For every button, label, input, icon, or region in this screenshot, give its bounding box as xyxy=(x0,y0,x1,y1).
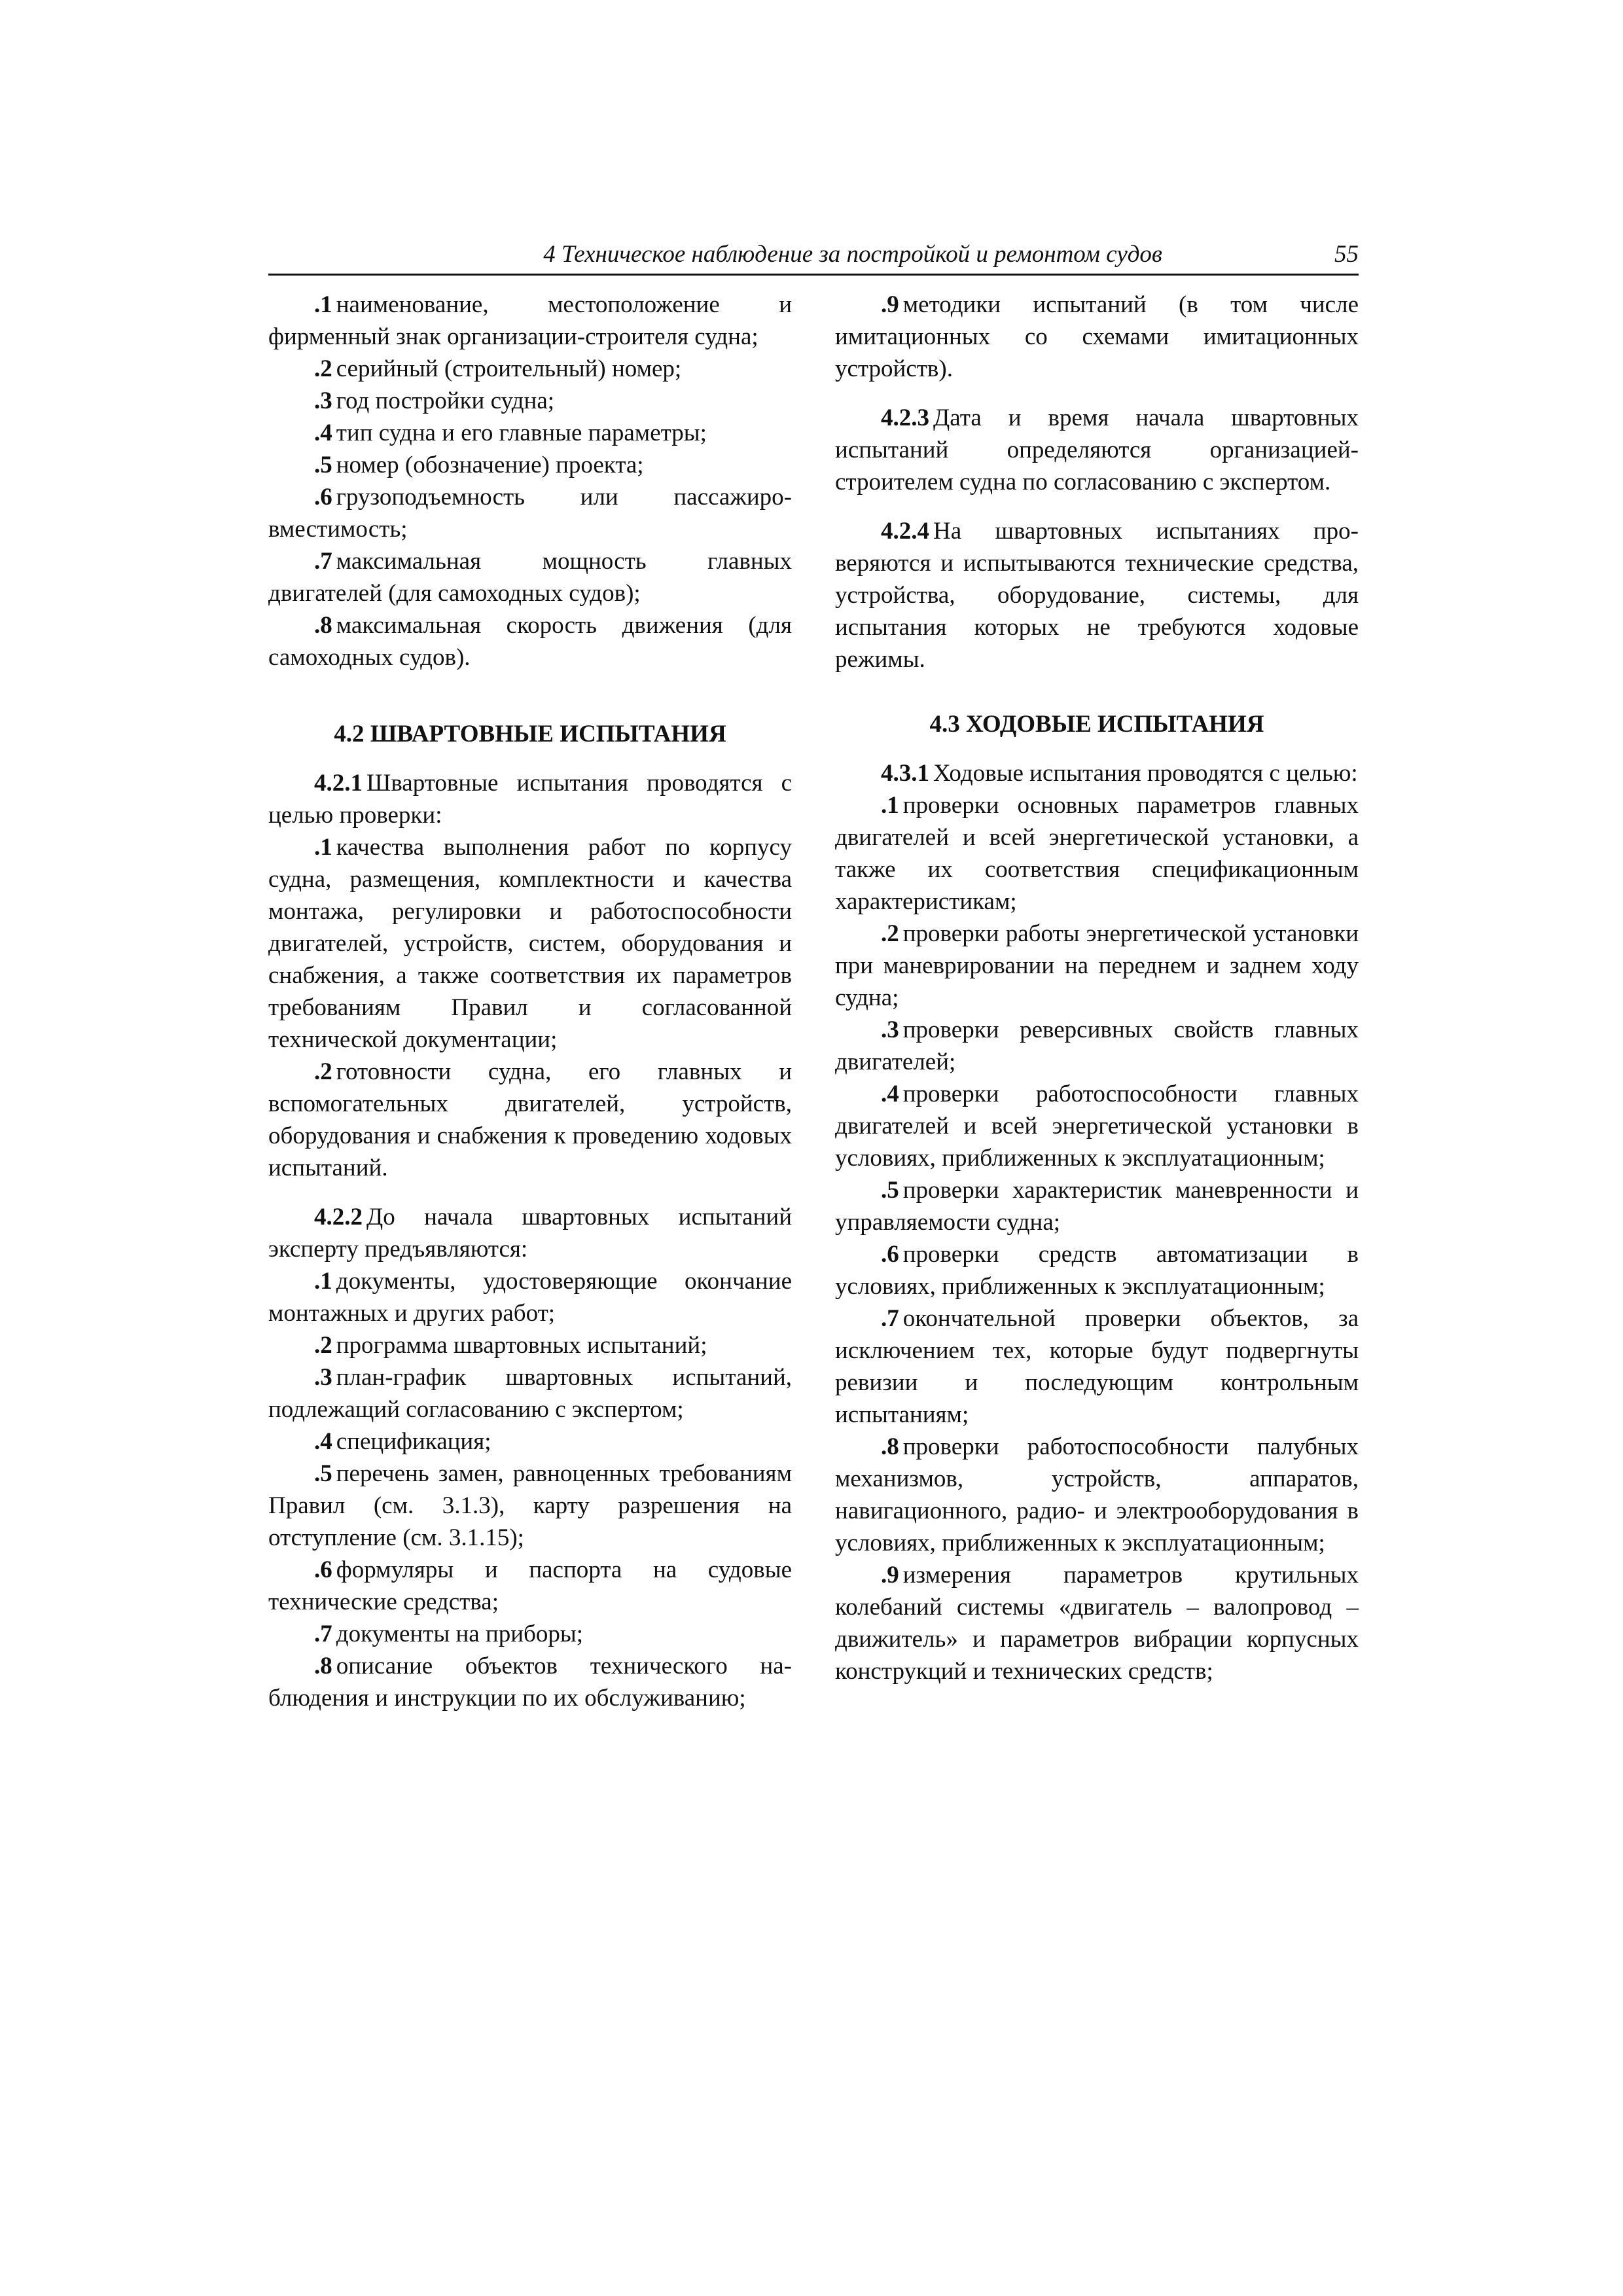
clause-number: 4.3.1 xyxy=(881,760,929,787)
list-item xyxy=(835,1302,1359,1431)
item-number: .6 xyxy=(314,484,332,511)
list-item xyxy=(268,1618,792,1650)
text-columns xyxy=(268,289,1359,1714)
list-item xyxy=(835,1014,1359,1078)
list-item xyxy=(268,289,792,353)
list-item xyxy=(268,449,792,481)
paragraph-text: грузоподъемность или пассажировместимость; xyxy=(268,484,792,543)
clause-paragraph xyxy=(835,757,1359,789)
list-item xyxy=(268,1361,792,1426)
list-item xyxy=(835,1238,1359,1302)
list-item xyxy=(835,789,1359,918)
paragraph-text: Дата и время начала швартовных испытаний определяются организацией-строителем судна по согласованию с экспертом. xyxy=(835,404,1359,495)
item-number: .7 xyxy=(881,1305,899,1332)
section-heading: 4.2 ШВАРТОВНЫЕ ИСПЫТАНИЯ xyxy=(334,721,726,747)
item-number: .2 xyxy=(881,920,899,947)
list-item xyxy=(268,1554,792,1618)
item-number: .1 xyxy=(881,792,899,819)
list-item xyxy=(268,1458,792,1554)
clause-number: 4.2.4 xyxy=(881,518,929,545)
list-item xyxy=(268,545,792,609)
item-number: .4 xyxy=(881,1081,899,1107)
list-item xyxy=(268,417,792,449)
item-number: .1 xyxy=(314,834,332,861)
item-number: .3 xyxy=(314,1364,332,1391)
item-number: .5 xyxy=(314,1460,332,1487)
clause-paragraph xyxy=(835,515,1359,675)
page-number: 55 xyxy=(1334,241,1359,268)
item-number: .8 xyxy=(314,612,332,639)
paragraph-text: окончательной проверки объектов, за исключением тех, которые будут подвергнуты ревизии и последующим контрольным испытаниям; xyxy=(835,1305,1359,1428)
clause-number: 4.2.1 xyxy=(314,770,363,797)
list-item xyxy=(268,1265,792,1329)
item-number: .1 xyxy=(314,291,332,318)
list-item xyxy=(268,1056,792,1184)
paragraph-text: описание объектов технического наблюдения и инструкции по их обслуживанию; xyxy=(268,1653,792,1712)
paragraph-text: Ходовые испытания проводятся с целью: xyxy=(933,760,1358,787)
paragraph-text: максимальная скорость движения (для самоходных судов). xyxy=(268,612,792,671)
paragraph-text: проверки основных параметров главных двигателей и всей энергетической установки, а также их соответствия спецификационным характеристикам; xyxy=(835,792,1359,915)
paragraph-text: максимальная мощность главных двигателей (для самоходных судов); xyxy=(268,548,792,607)
paragraph-text: проверки реверсивных свойств главных двигателей; xyxy=(835,1016,1359,1075)
item-number: .2 xyxy=(314,1058,332,1085)
item-number: .1 xyxy=(314,1268,332,1295)
paragraph-text: план-график швартовных испытаний, подлежащий согласованию с экспертом; xyxy=(268,1364,792,1423)
paragraph-text: формуляры и паспорта на судовые технические средства; xyxy=(268,1556,792,1615)
document-page xyxy=(268,236,1359,1714)
list-item xyxy=(268,1426,792,1458)
paragraph-text: Швартовные испытания проводятся с целью проверки: xyxy=(268,770,792,829)
clause-paragraph xyxy=(835,402,1359,498)
list-item xyxy=(268,609,792,673)
item-number: .2 xyxy=(314,1332,332,1359)
clause-number: 4.2.2 xyxy=(314,1204,363,1230)
paragraph-text: документы, удостоверяющие окончание монтажных и других работ; xyxy=(268,1268,792,1327)
paragraph-text: спецификация; xyxy=(336,1428,491,1455)
paragraph-text: проверки работы энергетической установки при маневрировании на переднем и заднем ходу судна; xyxy=(835,920,1359,1011)
list-item xyxy=(835,1431,1359,1559)
list-item xyxy=(268,385,792,417)
list-item xyxy=(268,481,792,545)
paragraph-text: проверки средств автоматизации в условиях, приближенных к эксплуатационным; xyxy=(835,1241,1359,1300)
item-number: .6 xyxy=(881,1241,899,1268)
item-number: .5 xyxy=(314,452,332,478)
item-number: .3 xyxy=(314,387,332,414)
paragraph-text: проверки работоспособности палубных механизмов, устройств, аппаратов, навигационного, радио- и электрооборудования в условиях, приближенных к эксплуатационным; xyxy=(835,1433,1359,1556)
list-item xyxy=(268,1329,792,1361)
paragraph-text: документы на приборы; xyxy=(336,1621,583,1647)
item-number: .3 xyxy=(881,1016,899,1043)
paragraph-text: проверки работоспособности главных двигателей и всей энергетической установки в условиях, приближенных к эксплуатационным; xyxy=(835,1081,1359,1172)
item-number: .7 xyxy=(314,1621,332,1647)
header-title: 4 Техническое наблюдение за постройкой и ремонтом судов xyxy=(543,241,1162,268)
paragraph-text: качества выполнения работ по корпусу судна, размещения, комплектности и качества монтажа, регулировки и работоспособности двигателей, устройств, систем, оборудования и снабжения, а также соответствия их параметров требованиям Правил и согласованной технической документации; xyxy=(268,834,792,1053)
item-number: .7 xyxy=(314,548,332,575)
right-column xyxy=(835,289,1359,1714)
paragraph-text: методики испытаний (в том числе имитационных со схемами имитационных устройств). xyxy=(835,291,1359,382)
item-number: .9 xyxy=(881,1562,899,1588)
paragraph-text: программа швартовных испытаний; xyxy=(336,1332,707,1359)
item-number: .2 xyxy=(314,355,332,382)
item-number: .4 xyxy=(314,1428,332,1455)
clause-number: 4.2.3 xyxy=(881,404,929,431)
paragraph-text: серийный (строительный) номер; xyxy=(336,355,682,382)
paragraph-text: На швартовных испытаниях проверяются и испытываются технические средства, устройства, оборудование, системы, для испытания которых не требуются ходовые режимы. xyxy=(835,518,1359,673)
paragraph-text: готовности судна, его главных и вспомогательных двигателей, устройств, оборудования и снабжения к проведению ходовых испытаний. xyxy=(268,1058,792,1181)
paragraph-text: год постройки судна; xyxy=(336,387,555,414)
list-item xyxy=(835,289,1359,385)
list-item xyxy=(835,1078,1359,1174)
clause-paragraph xyxy=(268,767,792,831)
item-number: .8 xyxy=(881,1433,899,1460)
running-header xyxy=(268,236,1359,276)
list-item xyxy=(835,1559,1359,1687)
list-item xyxy=(268,831,792,1056)
list-item xyxy=(268,1650,792,1714)
section-heading: 4.3 ХОДОВЫЕ ИСПЫТАНИЯ xyxy=(929,711,1264,738)
paragraph-text: номер (обозначение) проекта; xyxy=(336,452,644,478)
item-number: .6 xyxy=(314,1556,332,1583)
list-item xyxy=(268,353,792,385)
paragraph-text: тип судна и его главные параметры; xyxy=(336,420,707,446)
paragraph-text: До начала швартовных испытаний эксперту предъявляются: xyxy=(268,1204,792,1263)
item-number: .5 xyxy=(881,1177,899,1204)
left-column xyxy=(268,289,792,1714)
paragraph-text: перечень замен, равноценных требованиям Правил (см. 3.1.3), карту разрешения на отступление (см. 3.1.15); xyxy=(268,1460,792,1551)
paragraph-text: измерения параметров крутильных колебаний системы «двигатель – валопровод – движитель» и параметров вибрации корпусных конструкций и технических средств; xyxy=(835,1562,1359,1685)
item-number: .9 xyxy=(881,291,899,318)
item-number: .8 xyxy=(314,1653,332,1679)
paragraph-text: проверки характеристик маневренности и управляемости судна; xyxy=(835,1177,1359,1236)
list-item xyxy=(835,1174,1359,1238)
item-number: .4 xyxy=(314,420,332,446)
list-item xyxy=(835,918,1359,1014)
paragraph-text: наименование, местоположение и фирменный знак организации-строителя судна; xyxy=(268,291,792,350)
clause-paragraph xyxy=(268,1201,792,1265)
